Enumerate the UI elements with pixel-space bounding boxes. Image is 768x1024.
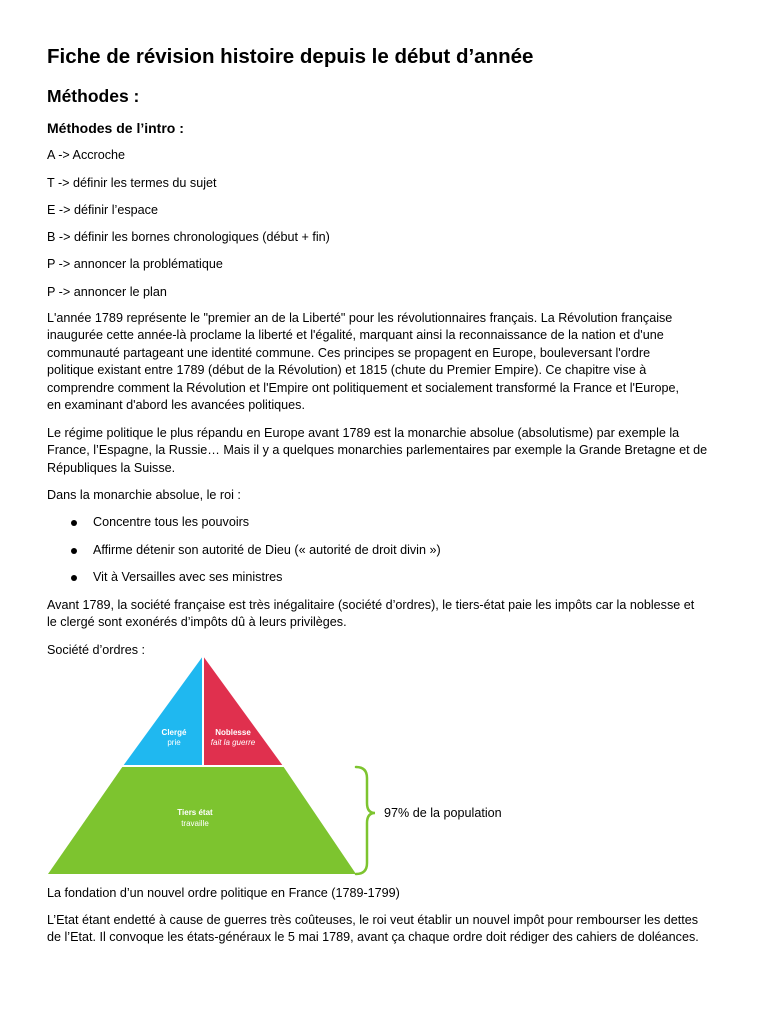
bullet-dot-icon [71,548,77,554]
pyramid-tiers-role: travaille [181,819,209,828]
intro-step: E -> définir l’espace [47,202,158,217]
pyramid-tiers-title: Tiers état [177,808,213,817]
page-title: Fiche de révision histoire depuis le début d’année [47,45,534,68]
paragraph-etats-generaux [47,912,723,947]
pyramid-noblesse-role: fait la guerre [210,738,256,747]
subsection-heading-intro: Méthodes de l’intro : [47,120,184,136]
intro-step: T -> définir les termes du sujet [47,175,217,190]
monarchy-bullet-list [47,514,441,597]
society-label: Société d’ordres : [47,643,146,657]
section-heading-methodes: Méthodes : [47,86,140,106]
bullet-item [47,542,441,570]
intro-step: B -> définir les bornes chronologiques (début + fin) [47,230,330,244]
section2-heading: La fondation d’un nouvel ordre politique en France (1789-1799) [47,886,400,900]
bullet-text: Concentre tous les pouvoirs [93,515,250,529]
paragraph-line: en examinant d'abord les avancées politiques. [47,398,305,413]
pyramid-noblesse-section [203,656,283,766]
pyramid-noblesse-title: Noblesse [215,728,251,737]
bullet-dot-icon [71,575,77,581]
bullet-text: Vit à Versailles avec ses ministres [93,570,283,584]
population-percentage-label: 97% de la population [384,806,502,820]
intro-step: A -> Accroche [47,148,126,162]
population-brace-icon [356,767,375,874]
paragraph-line: L’Etat étant endetté à cause de guerres très coûteuses, le roi veut établir un nouvel impôt pour rembourser les dettes [47,913,699,927]
paragraph-line: inaugurée cette année-là proclame la liberté et l'égalité, marquant ainsi la reconnaissance de la nation et d'une [47,328,664,343]
paragraph-line: le clergé sont exonérés d’impôts dû à leurs privilèges. [47,615,347,630]
bullet-item [47,514,441,542]
monarchy-intro: Dans la monarchie absolue, le roi : [47,488,241,502]
pyramid-clerge-section [123,656,203,766]
bullet-item [47,569,441,597]
paragraph-line: France, l’Espagne, la Russie… Mais il y a quelques monarchies parlementaires par exemple la Grande Bretagne et de [47,443,708,458]
intro-step: P -> annoncer le plan [47,284,167,299]
paragraph-line: Avant 1789, la société française est très inégalitaire (société d’ordres), le tiers-état paie les impôts car la noblesse et [47,598,695,612]
paragraph-1789-intro [47,310,723,414]
paragraph-line: Républiques la Suisse. [47,460,176,475]
paragraph-regime-politique [47,425,723,477]
paragraph-line: Le régime politique le plus répandu en Europe avant 1789 est la monarchie absolue (absolutisme) par exemple la [47,426,680,440]
intro-step: P -> annoncer la problématique [47,257,223,271]
paragraph-line: communauté partageant une identité commune. Ces principes se propagent en Europe, bouleversant l'ordre [47,345,651,360]
bullet-dot-icon [71,520,77,526]
paragraph-line: politique existant entre 1789 (début de la Révolution) et 1815 (chute du Premier Empire). Ce chapitre vise à [47,363,647,378]
pyramid-clerge-role: prie [167,738,181,747]
paragraph-line: de l’Etat. Il convoque les états-généraux le 5 mai 1789, avant ça chaque ordre doit rédiger des cahiers de doléances. [47,930,699,945]
pyramid-clerge-title: Clergé [161,728,187,737]
paragraph-line: L'année 1789 représente le "premier an de la Liberté" pour les révolutionnaires français. La Révolution française [47,311,673,325]
paragraph-line: comprendre comment la Révolution et l'Empire ont politiquement et socialement transformé la France et l'Europe, [47,380,679,395]
society-pyramid-diagram [0,652,768,882]
paragraph-societe-inegalitaire [47,597,723,632]
bullet-text: Affirme détenir son autorité de Dieu (« autorité de droit divin ») [93,542,441,557]
